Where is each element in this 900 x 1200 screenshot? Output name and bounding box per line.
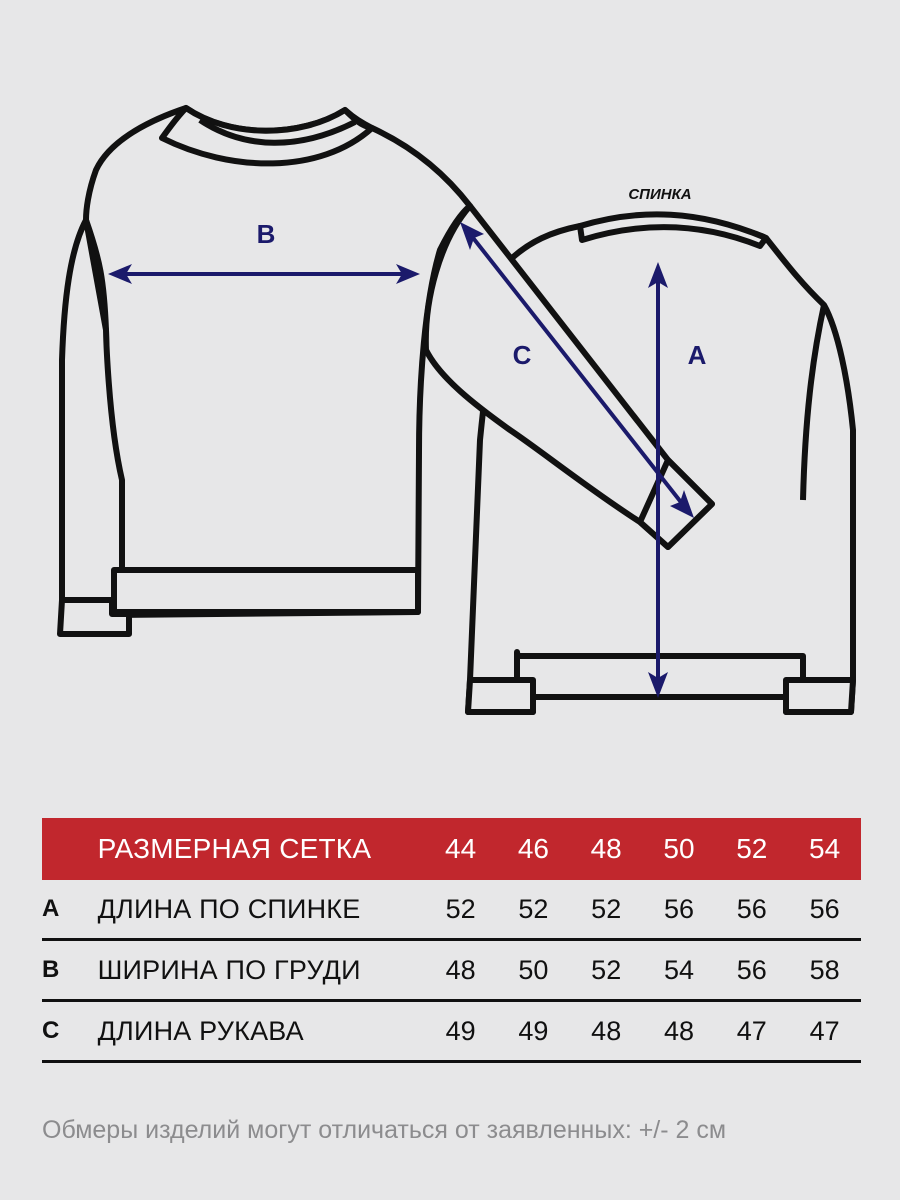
table-cell: 48 [445, 954, 476, 985]
measure-b-label: B [256, 219, 276, 249]
size-col-header: 50 [663, 833, 695, 864]
table-row-back-length [42, 880, 861, 941]
size-chart-table [42, 818, 861, 1063]
measure-c-label: C [512, 340, 532, 370]
table-cell: 47 [809, 1015, 840, 1046]
table-cell: 48 [591, 1015, 622, 1046]
back-right-cuff [786, 680, 853, 712]
front-hem-band [114, 570, 418, 612]
row-code: A [42, 895, 60, 922]
row-name: ДЛИНА РУКАВА [97, 1015, 304, 1046]
table-cell: 56 [736, 954, 767, 985]
table-cell: 58 [809, 954, 840, 985]
measurement-disclaimer: Обмеры изделий могут отличаться от заявленных: +/- 2 см [42, 1116, 727, 1144]
table-cell: 49 [518, 1015, 549, 1046]
table-cell: 54 [663, 954, 695, 985]
table-cell: 49 [445, 1015, 476, 1046]
row-name: ДЛИНА ПО СПИНКЕ [97, 893, 361, 924]
back-view-label: СПИНКА [628, 186, 692, 203]
table-row-chest-width [42, 941, 861, 1002]
table-cell: 48 [663, 1015, 695, 1046]
table-cell: 56 [663, 893, 695, 924]
size-col-header: 52 [736, 833, 768, 864]
table-cell: 52 [518, 893, 549, 924]
table-cell: 56 [736, 893, 767, 924]
size-col-header: 54 [809, 833, 841, 864]
table-cell: 52 [591, 954, 622, 985]
row-code: C [42, 1017, 60, 1044]
size-chart-title: РАЗМЕРНАЯ СЕТКА [97, 833, 372, 864]
size-col-header: 46 [517, 833, 549, 864]
size-col-header: 44 [445, 833, 477, 864]
table-cell: 52 [591, 893, 622, 924]
table-cell: 52 [445, 893, 476, 924]
table-cell: 56 [809, 893, 840, 924]
table-row-sleeve-length [42, 1002, 861, 1063]
size-col-header: 48 [590, 833, 622, 864]
table-cell: 47 [736, 1015, 767, 1046]
row-code: B [42, 956, 60, 983]
measure-a-label: A [687, 340, 707, 370]
front-body-outline [86, 108, 470, 615]
size-chart-header [42, 818, 861, 880]
table-cell: 50 [518, 954, 549, 985]
back-left-cuff [468, 680, 533, 712]
row-name: ШИРИНА ПО ГРУДИ [97, 954, 361, 985]
